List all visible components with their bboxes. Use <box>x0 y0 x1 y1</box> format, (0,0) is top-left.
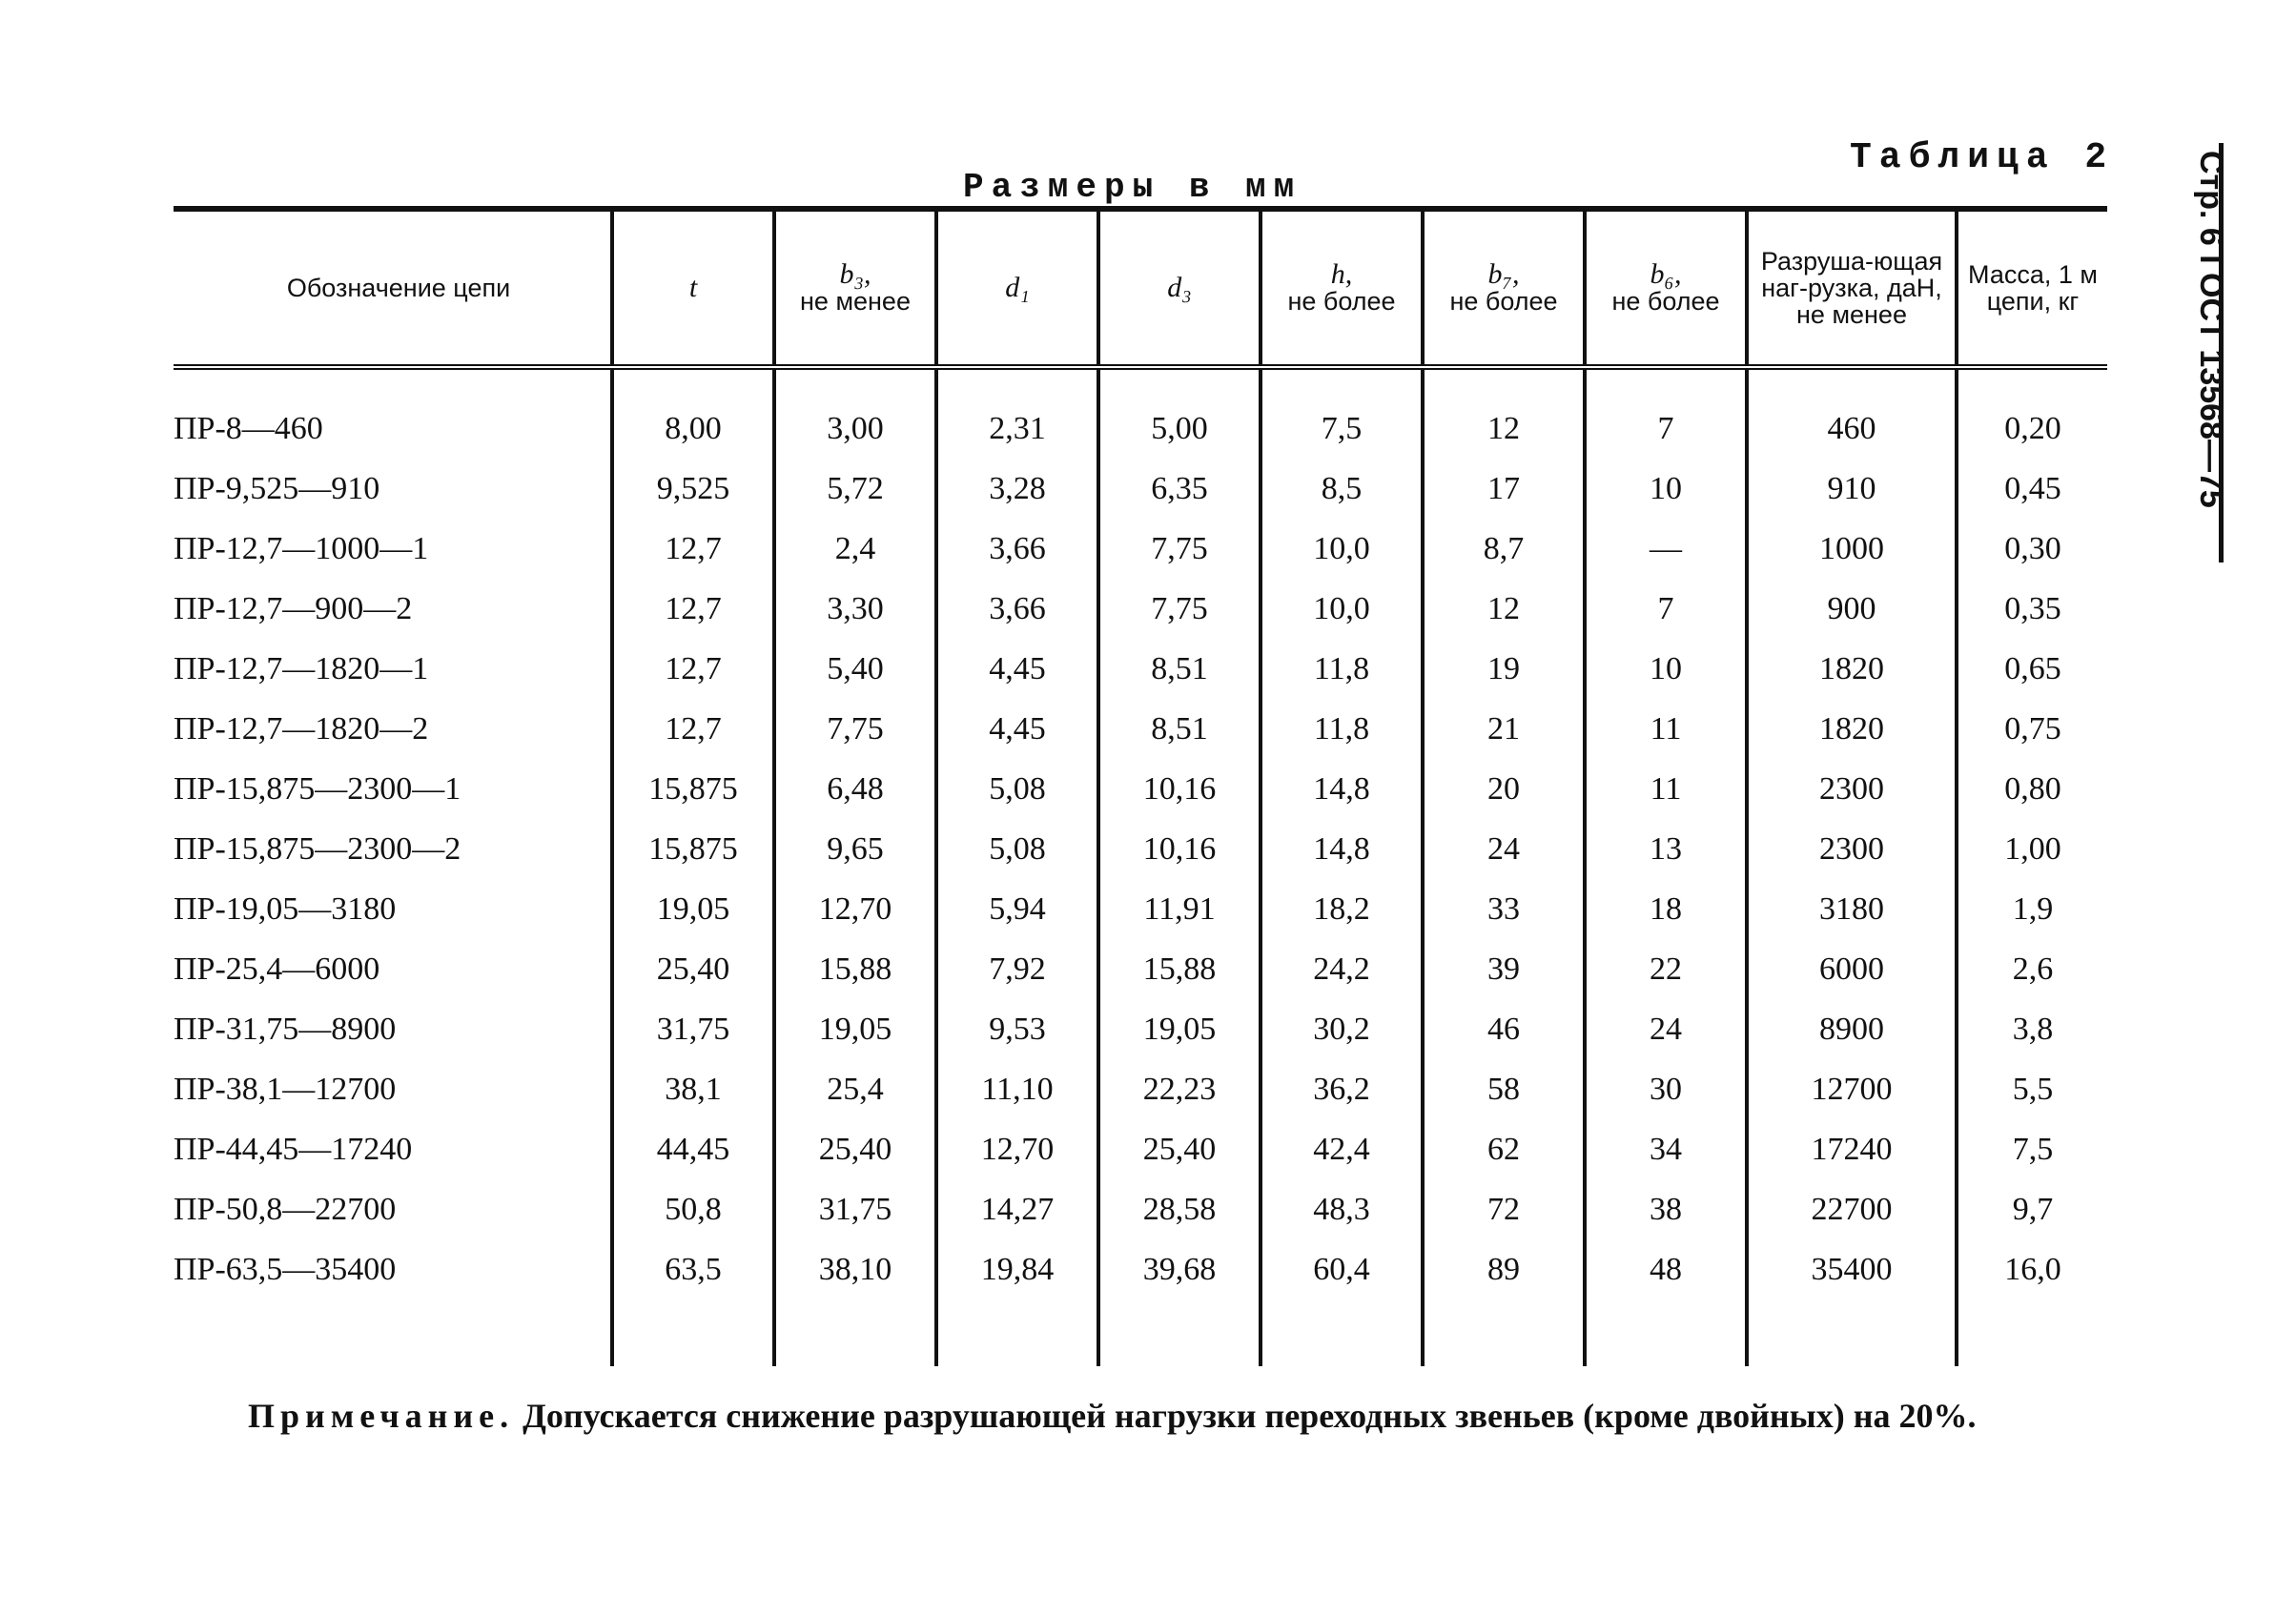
col-header-b6-qualifier: не более <box>1611 287 1720 316</box>
cell-t: 9,525 <box>612 459 774 519</box>
col-header-b6 <box>1585 209 1747 367</box>
cell-h: 24,2 <box>1261 939 1423 999</box>
cell-t: 63,5 <box>612 1239 774 1299</box>
table-body <box>174 367 2107 1366</box>
cell-mass: 0,20 <box>1957 367 2107 459</box>
col-header-h <box>1261 209 1423 367</box>
col-header-mass: Масса, 1 м цепи, кг <box>1957 209 2107 367</box>
cell-b7: 46 <box>1423 999 1585 1059</box>
cell-mass: 0,75 <box>1957 699 2107 759</box>
cell-h: 7,5 <box>1261 367 1423 459</box>
col-header-d3-symbol: d₃ <box>1167 272 1192 303</box>
cell-name: ПР-8—460 <box>174 410 323 446</box>
cell-t: 38,1 <box>612 1059 774 1119</box>
cell-b7: 8,7 <box>1423 519 1585 579</box>
cell-d1: 11,10 <box>936 1059 1098 1119</box>
cell-t: 8,00 <box>612 367 774 459</box>
cell-d3: 19,05 <box>1098 999 1261 1059</box>
cell-d3: 15,88 <box>1098 939 1261 999</box>
cell-h: 48,3 <box>1261 1179 1423 1239</box>
cell-d3: 39,68 <box>1098 1239 1261 1299</box>
table-row <box>174 999 2107 1059</box>
cell-b3: 7,75 <box>774 699 936 759</box>
cell-mass: 3,8 <box>1957 999 2107 1059</box>
table-row <box>174 759 2107 819</box>
cell-d3: 8,51 <box>1098 639 1261 699</box>
cell-b6: — <box>1585 519 1747 579</box>
cell-t: 19,05 <box>612 879 774 939</box>
col-header-b3-qualifier: не менее <box>800 287 911 316</box>
table-row <box>174 819 2107 879</box>
cell-load: 2300 <box>1747 819 1957 879</box>
cell-name: ПР-50,8—22700 <box>174 1191 397 1227</box>
cell-name: ПР-12,7—1820—1 <box>174 650 429 686</box>
cell-name: ПР-12,7—1000—1 <box>174 530 429 566</box>
cell-b7: 12 <box>1423 367 1585 459</box>
cell-load: 6000 <box>1747 939 1957 999</box>
cell-b3: 6,48 <box>774 759 936 819</box>
cell-mass: 1,00 <box>1957 819 2107 879</box>
cell-b7: 33 <box>1423 879 1585 939</box>
cell-mass: 5,5 <box>1957 1059 2107 1119</box>
cell-b6: 38 <box>1585 1179 1747 1239</box>
table-row <box>174 699 2107 759</box>
col-header-d1-symbol: d₁ <box>1005 272 1030 303</box>
cell-t: 12,7 <box>612 639 774 699</box>
cell-b6: 24 <box>1585 999 1747 1059</box>
cell-h: 42,4 <box>1261 1119 1423 1179</box>
col-header-b6-symbol: b₆, <box>1650 258 1682 290</box>
cell-b3: 3,30 <box>774 579 936 639</box>
cell-load: 12700 <box>1747 1059 1957 1119</box>
table-row <box>174 1179 2107 1239</box>
cell-t: 12,7 <box>612 519 774 579</box>
cell-b7: 21 <box>1423 699 1585 759</box>
cell-load: 900 <box>1747 579 1957 639</box>
cell-t: 44,45 <box>612 1119 774 1179</box>
chain-dimensions-table <box>174 206 2107 1366</box>
table-footnote <box>248 1396 1976 1436</box>
cell-name: ПР-15,875—2300—1 <box>174 770 461 807</box>
cell-load: 1000 <box>1747 519 1957 579</box>
cell-b7: 20 <box>1423 759 1585 819</box>
cell-d1: 3,66 <box>936 579 1098 639</box>
cell-d3: 10,16 <box>1098 819 1261 879</box>
table-row <box>174 879 2107 939</box>
cell-d3: 22,23 <box>1098 1059 1261 1119</box>
cell-b3: 3,00 <box>774 367 936 459</box>
cell-mass: 1,9 <box>1957 879 2107 939</box>
cell-mass: 16,0 <box>1957 1239 2107 1299</box>
cell-b7: 19 <box>1423 639 1585 699</box>
cell-b6: 30 <box>1585 1059 1747 1119</box>
cell-t: 31,75 <box>612 999 774 1059</box>
cell-d1: 4,45 <box>936 699 1098 759</box>
cell-b6: 11 <box>1585 699 1747 759</box>
cell-d3: 7,75 <box>1098 519 1261 579</box>
cell-t: 12,7 <box>612 579 774 639</box>
cell-d3: 28,58 <box>1098 1179 1261 1239</box>
cell-t: 12,7 <box>612 699 774 759</box>
cell-load: 2300 <box>1747 759 1957 819</box>
col-header-d3 <box>1098 209 1261 367</box>
cell-h: 10,0 <box>1261 579 1423 639</box>
cell-h: 8,5 <box>1261 459 1423 519</box>
cell-b3: 9,65 <box>774 819 936 879</box>
cell-mass: 0,30 <box>1957 519 2107 579</box>
table-number: Таблица 2 <box>1850 137 2115 178</box>
cell-b3: 25,4 <box>774 1059 936 1119</box>
table-spacer-row <box>174 1299 2107 1366</box>
cell-d1: 12,70 <box>936 1119 1098 1179</box>
cell-load: 460 <box>1747 367 1957 459</box>
table-row <box>174 459 2107 519</box>
cell-b6: 48 <box>1585 1239 1747 1299</box>
col-header-b7 <box>1423 209 1585 367</box>
cell-load: 22700 <box>1747 1179 1957 1239</box>
cell-name: ПР-12,7—1820—2 <box>174 710 429 747</box>
cell-name: ПР-12,7—900—2 <box>174 590 413 626</box>
footnote-label: Примечание. <box>248 1397 515 1435</box>
cell-load: 35400 <box>1747 1239 1957 1299</box>
cell-b6: 11 <box>1585 759 1747 819</box>
cell-h: 10,0 <box>1261 519 1423 579</box>
cell-mass: 0,65 <box>1957 639 2107 699</box>
cell-mass: 2,6 <box>1957 939 2107 999</box>
cell-load: 17240 <box>1747 1119 1957 1179</box>
col-header-load: Разруша-ющая наг-рузка, даН, не менее <box>1747 209 1957 367</box>
table-row <box>174 579 2107 639</box>
cell-d1: 7,92 <box>936 939 1098 999</box>
cell-d1: 5,08 <box>936 759 1098 819</box>
cell-d3: 25,40 <box>1098 1119 1261 1179</box>
cell-d3: 7,75 <box>1098 579 1261 639</box>
table-row <box>174 939 2107 999</box>
cell-b3: 5,72 <box>774 459 936 519</box>
cell-b6: 7 <box>1585 367 1747 459</box>
cell-d3: 6,35 <box>1098 459 1261 519</box>
cell-b7: 58 <box>1423 1059 1585 1119</box>
cell-b3: 19,05 <box>774 999 936 1059</box>
cell-name: ПР-38,1—12700 <box>174 1071 397 1107</box>
cell-b3: 31,75 <box>774 1179 936 1239</box>
cell-b7: 39 <box>1423 939 1585 999</box>
cell-b6: 10 <box>1585 639 1747 699</box>
cell-t: 25,40 <box>612 939 774 999</box>
col-header-t-symbol: t <box>688 272 698 303</box>
side-caption-text: Стр. 6 ГОСТ 13568—75 <box>2193 151 2229 508</box>
col-header-b7-symbol: b₇, <box>1487 258 1520 290</box>
cell-d3: 8,51 <box>1098 699 1261 759</box>
table-row <box>174 639 2107 699</box>
cell-d1: 19,84 <box>936 1239 1098 1299</box>
cell-h: 18,2 <box>1261 879 1423 939</box>
cell-b7: 72 <box>1423 1179 1585 1239</box>
cell-b3: 15,88 <box>774 939 936 999</box>
cell-d3: 10,16 <box>1098 759 1261 819</box>
cell-name: ПР-9,525—910 <box>174 470 380 506</box>
col-header-h-qualifier: не более <box>1287 287 1396 316</box>
cell-h: 11,8 <box>1261 639 1423 699</box>
cell-d1: 5,08 <box>936 819 1098 879</box>
cell-h: 30,2 <box>1261 999 1423 1059</box>
cell-d1: 14,27 <box>936 1179 1098 1239</box>
col-header-t <box>612 209 774 367</box>
units-caption: Размеры в мм <box>963 168 1302 207</box>
col-header-b3-symbol: b₃, <box>839 258 871 290</box>
col-header-h-symbol: h, <box>1330 258 1353 290</box>
cell-h: 11,8 <box>1261 699 1423 759</box>
table-header-row <box>174 209 2107 367</box>
cell-name: ПР-63,5—35400 <box>174 1251 397 1287</box>
cell-load: 1820 <box>1747 699 1957 759</box>
cell-h: 60,4 <box>1261 1239 1423 1299</box>
cell-name: ПР-25,4—6000 <box>174 951 380 987</box>
cell-d1: 2,31 <box>936 367 1098 459</box>
col-header-b7-qualifier: не более <box>1449 287 1558 316</box>
cell-b7: 89 <box>1423 1239 1585 1299</box>
cell-b7: 62 <box>1423 1119 1585 1179</box>
cell-h: 14,8 <box>1261 819 1423 879</box>
table-row <box>174 1239 2107 1299</box>
cell-name: ПР-19,05—3180 <box>174 890 397 927</box>
cell-b3: 25,40 <box>774 1119 936 1179</box>
cell-d3: 11,91 <box>1098 879 1261 939</box>
cell-b7: 12 <box>1423 579 1585 639</box>
cell-d3: 5,00 <box>1098 367 1261 459</box>
cell-t: 15,875 <box>612 759 774 819</box>
col-header-b3 <box>774 209 936 367</box>
cell-t: 50,8 <box>612 1179 774 1239</box>
cell-b6: 34 <box>1585 1119 1747 1179</box>
chain-dimensions-table-wrap <box>174 206 2107 1366</box>
table-row <box>174 367 2107 459</box>
cell-h: 36,2 <box>1261 1059 1423 1119</box>
cell-t: 15,875 <box>612 819 774 879</box>
cell-name: ПР-44,45—17240 <box>174 1131 413 1167</box>
cell-d1: 3,28 <box>936 459 1098 519</box>
cell-name: ПР-15,875—2300—2 <box>174 830 461 867</box>
page-side-caption <box>2185 143 2229 563</box>
cell-b7: 24 <box>1423 819 1585 879</box>
col-header-name: Обозначение цепи <box>174 209 612 367</box>
cell-d1: 4,45 <box>936 639 1098 699</box>
cell-load: 1820 <box>1747 639 1957 699</box>
cell-b6: 13 <box>1585 819 1747 879</box>
cell-b6: 7 <box>1585 579 1747 639</box>
cell-h: 14,8 <box>1261 759 1423 819</box>
cell-b6: 22 <box>1585 939 1747 999</box>
footnote-text: Допускается снижение разрушающей нагрузки переходных звеньев (кроме двойных) на 20%. <box>523 1397 1977 1435</box>
cell-mass: 9,7 <box>1957 1179 2107 1239</box>
cell-b3: 38,10 <box>774 1239 936 1299</box>
table-row <box>174 1059 2107 1119</box>
table-row <box>174 519 2107 579</box>
cell-load: 8900 <box>1747 999 1957 1059</box>
cell-mass: 0,35 <box>1957 579 2107 639</box>
cell-d1: 3,66 <box>936 519 1098 579</box>
cell-mass: 0,80 <box>1957 759 2107 819</box>
cell-load: 3180 <box>1747 879 1957 939</box>
cell-b6: 10 <box>1585 459 1747 519</box>
cell-d1: 9,53 <box>936 999 1098 1059</box>
table-row <box>174 1119 2107 1179</box>
cell-load: 910 <box>1747 459 1957 519</box>
cell-b3: 5,40 <box>774 639 936 699</box>
col-header-d1 <box>936 209 1098 367</box>
cell-d1: 5,94 <box>936 879 1098 939</box>
cell-b7: 17 <box>1423 459 1585 519</box>
cell-name: ПР-31,75—8900 <box>174 1011 397 1047</box>
cell-b3: 12,70 <box>774 879 936 939</box>
cell-mass: 0,45 <box>1957 459 2107 519</box>
cell-b6: 18 <box>1585 879 1747 939</box>
cell-b3: 2,4 <box>774 519 936 579</box>
cell-mass: 7,5 <box>1957 1119 2107 1179</box>
